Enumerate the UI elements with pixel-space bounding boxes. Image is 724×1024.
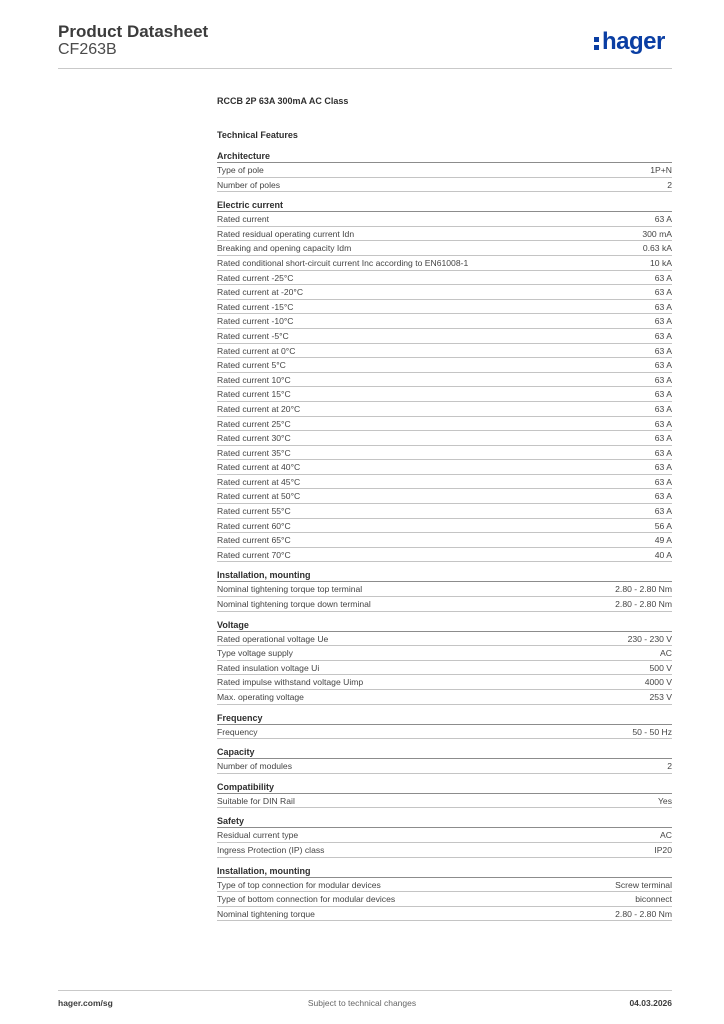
spec-label: Frequency [217, 726, 258, 737]
spec-label: Residual current type [217, 830, 299, 841]
section-title: Installation, mounting [217, 865, 672, 878]
footer-website: hager.com/sg [58, 998, 113, 1008]
spec-row [217, 475, 672, 490]
spec-label: Rated current 70°C [217, 549, 291, 560]
spec-value: 49 A [654, 535, 672, 546]
spec-value: AC [660, 648, 672, 659]
spec-row [217, 519, 672, 534]
hager-logo [594, 28, 665, 56]
feature-sections [217, 150, 672, 921]
feature-section [217, 199, 672, 562]
spec-value: 500 V [649, 662, 672, 673]
feature-section [217, 619, 672, 705]
spec-row [217, 373, 672, 388]
spec-value: 4000 V [644, 677, 672, 688]
spec-label: Rated operational voltage Ue [217, 633, 329, 644]
spec-value: 0.63 kA [642, 243, 672, 254]
spec-label: Rated current at 45°C [217, 476, 301, 487]
spec-label: Rated current at 40°C [217, 462, 301, 473]
feature-section [217, 569, 672, 611]
spec-row [217, 285, 672, 300]
spec-value: Screw terminal [615, 879, 672, 890]
spec-value: 253 V [649, 692, 672, 702]
spec-label: Rated current 30°C [217, 433, 291, 444]
spec-label: Rated current 15°C [217, 389, 291, 400]
spec-value: 63 A [654, 389, 672, 400]
spec-value: 63 A [654, 374, 672, 385]
spec-row [217, 892, 672, 907]
spec-value: 2.80 - 2.80 Nm [615, 584, 672, 595]
spec-row [217, 548, 672, 563]
spec-label: Suitable for DIN Rail [217, 795, 295, 806]
spec-label: Rated current at 50°C [217, 491, 301, 502]
spec-row [217, 431, 672, 446]
spec-value: 63 A [654, 447, 672, 458]
spec-value: biconnect [635, 894, 672, 905]
spec-row [217, 597, 672, 612]
spec-label: Rated current [217, 214, 270, 225]
technical-features-heading: Technical Features [217, 130, 298, 140]
section-title: Frequency [217, 712, 672, 725]
spec-row [217, 271, 672, 286]
spec-row [217, 907, 672, 922]
spec-label: Nominal tightening torque down terminal [217, 599, 371, 610]
header-divider [58, 68, 672, 69]
spec-value: 63 A [654, 301, 672, 312]
spec-value: 63 A [654, 345, 672, 356]
product-name: RCCB 2P 63A 300mA AC Class [217, 96, 349, 106]
spec-label: Rated current 5°C [217, 360, 286, 371]
feature-section [217, 712, 672, 740]
spec-row [217, 314, 672, 329]
spec-label: Type of bottom connection for modular devices [217, 894, 396, 905]
spec-label: Rated insulation voltage Ui [217, 662, 320, 673]
spec-label: Rated impulse withstand voltage Uimp [217, 677, 364, 688]
section-title: Capacity [217, 746, 672, 759]
spec-row [217, 417, 672, 432]
spec-value: 63 A [654, 476, 672, 487]
spec-label: Nominal tightening torque [217, 908, 315, 919]
feature-section [217, 815, 672, 857]
feature-section [217, 865, 672, 922]
spec-label: Max. operating voltage [217, 692, 304, 702]
spec-value: 63 A [654, 272, 672, 283]
spec-row [217, 227, 672, 242]
spec-row [217, 533, 672, 548]
section-title: Installation, mounting [217, 569, 672, 582]
spec-value: 10 kA [650, 257, 672, 268]
spec-value: 2.80 - 2.80 Nm [615, 908, 672, 919]
spec-label: Number of modules [217, 761, 292, 772]
spec-row [217, 178, 672, 193]
spec-value: 2 [667, 179, 672, 190]
spec-row [217, 358, 672, 373]
spec-value: 56 A [654, 520, 672, 531]
spec-value: 230 - 230 V [627, 633, 672, 644]
spec-label: Number of poles [217, 179, 281, 190]
feature-section [217, 746, 672, 774]
spec-value: 63 A [654, 506, 672, 517]
spec-value: 63 A [654, 316, 672, 327]
spec-value: 40 A [654, 549, 672, 560]
spec-value: 63 A [654, 418, 672, 429]
spec-value: IP20 [654, 844, 672, 855]
spec-value: 63 A [654, 433, 672, 444]
datasheet-content [217, 95, 672, 928]
spec-value: 63 A [654, 491, 672, 502]
spec-row [217, 329, 672, 344]
spec-row [217, 759, 672, 774]
spec-label: Rated current -5°C [217, 330, 289, 341]
spec-row [217, 632, 672, 647]
spec-value: 2 [667, 761, 672, 772]
spec-value: 50 - 50 Hz [632, 726, 672, 737]
spec-label: Rated residual operating current Idn [217, 228, 355, 239]
spec-label: Type of pole [217, 165, 264, 175]
spec-label: Rated current 65°C [217, 535, 291, 546]
spec-label: Rated current at -20°C [217, 287, 304, 298]
spec-row [217, 661, 672, 676]
section-title: Architecture [217, 150, 672, 163]
spec-label: Rated current -10°C [217, 316, 294, 327]
spec-row [217, 256, 672, 271]
spec-value: 300 mA [642, 228, 672, 239]
spec-row [217, 843, 672, 858]
spec-row [217, 163, 672, 178]
section-title: Compatibility [217, 781, 672, 794]
spec-row [217, 582, 672, 597]
feature-section [217, 150, 672, 192]
spec-row [217, 402, 672, 417]
document-title: Product Datasheet [58, 22, 209, 41]
logo-dots-icon [594, 31, 600, 51]
spec-value: 63 A [654, 330, 672, 341]
spec-row [217, 212, 672, 227]
spec-label: Rated current 25°C [217, 418, 291, 429]
spec-value: 63 A [654, 214, 672, 225]
spec-value: 63 A [654, 287, 672, 298]
spec-row [217, 504, 672, 519]
spec-label: Nominal tightening torque top terminal [217, 584, 363, 595]
spec-value: AC [660, 830, 672, 841]
footer-date: 04.03.2026 [629, 998, 672, 1008]
spec-row [217, 646, 672, 661]
spec-row [217, 387, 672, 402]
spec-label: Rated current -25°C [217, 272, 294, 283]
product-code: CF263B [58, 41, 117, 58]
spec-value: Yes [657, 795, 672, 806]
section-title: Safety [217, 815, 672, 828]
spec-label: Ingress Protection (IP) class [217, 844, 325, 855]
footer-note: Subject to technical changes [307, 998, 417, 1008]
spec-value: 63 A [654, 462, 672, 473]
spec-label: Rated current 60°C [217, 520, 291, 531]
spec-row [217, 241, 672, 256]
spec-label: Rated current -15°C [217, 301, 294, 312]
spec-value: 63 A [654, 403, 672, 414]
spec-row [217, 725, 672, 740]
spec-row [217, 794, 672, 809]
footer-divider [58, 990, 672, 991]
spec-label: Rated current 35°C [217, 447, 291, 458]
spec-label: Rated current 55°C [217, 506, 291, 517]
spec-row [217, 446, 672, 461]
spec-label: Breaking and opening capacity Idm [217, 243, 352, 254]
spec-row [217, 828, 672, 843]
spec-value: 1P+N [650, 165, 672, 175]
spec-label: Rated current 10°C [217, 374, 291, 385]
spec-row [217, 675, 672, 690]
spec-row [217, 344, 672, 359]
spec-label: Rated current at 20°C [217, 403, 301, 414]
logo-text: hager [602, 28, 665, 55]
spec-value: 63 A [654, 360, 672, 371]
spec-row [217, 878, 672, 893]
section-title: Electric current [217, 199, 672, 212]
spec-label: Type of top connection for modular devices [217, 879, 381, 890]
feature-section [217, 781, 672, 809]
spec-label: Rated conditional short-circuit current Inc according to EN61008-1 [217, 257, 469, 268]
spec-label: Type voltage supply [217, 648, 293, 659]
spec-value: 2.80 - 2.80 Nm [615, 599, 672, 610]
spec-label: Rated current at 0°C [217, 345, 296, 356]
section-title: Voltage [217, 619, 672, 632]
spec-row [217, 489, 672, 504]
spec-row [217, 460, 672, 475]
spec-row [217, 690, 672, 705]
spec-row [217, 300, 672, 315]
